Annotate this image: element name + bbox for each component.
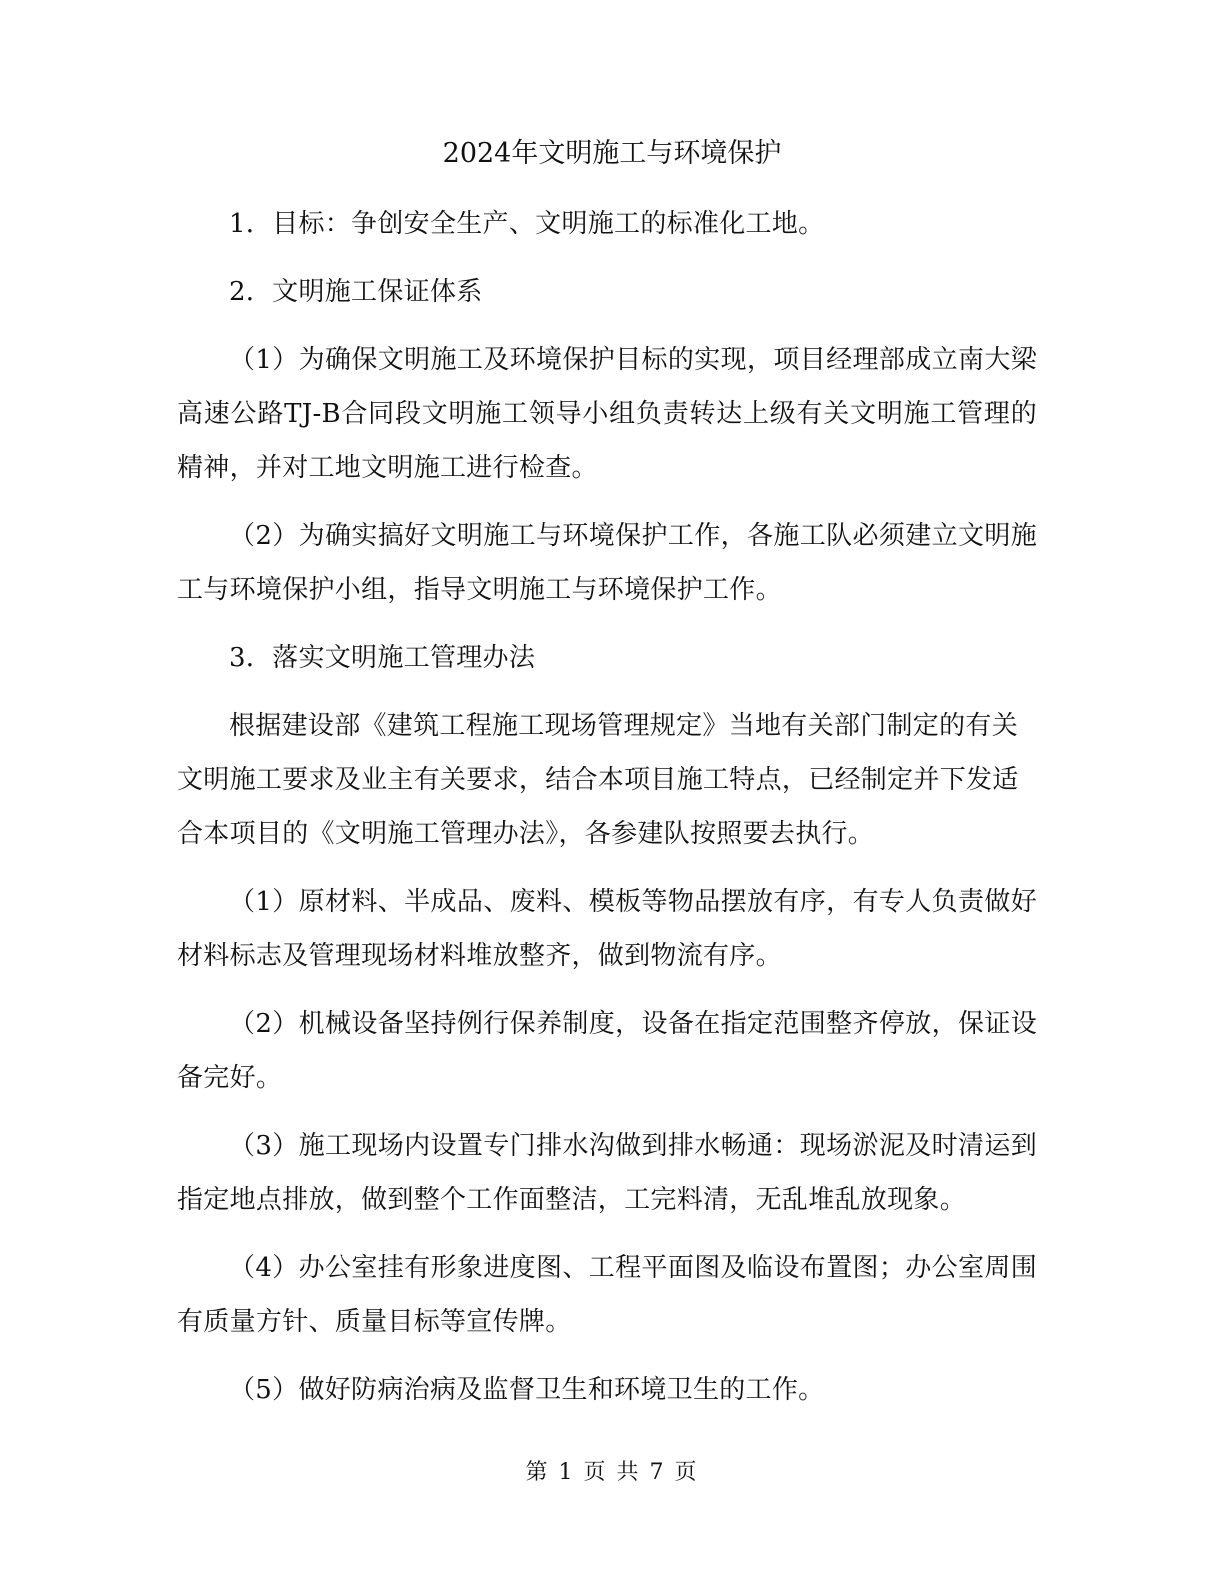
- page-number-footer: 第 1 页 共 7 页: [525, 1460, 699, 1485]
- paragraph-leadership-group: （1）为确保文明施工及环境保护目标的实现，项目经理部成立南大梁高速公路TJ-B合同段文明施工领导小组负责转达上级有关文明施工管理的精神，并对工地文明施工进行检查。: [177, 345, 1037, 483]
- heading-guarantee-system: 2．文明施工保证体系: [229, 277, 483, 307]
- paragraph-equipment: （2）机械设备坚持例行保养制度，设备在指定范围整齐停放，保证设备完好。: [177, 1009, 1037, 1093]
- paragraph-materials: （1）原材料、半成品、废料、模板等物品摆放有序，有专人负责做好材料标志及管理现场材料堆放整齐，做到物流有序。: [177, 887, 1037, 971]
- heading-management-measures: 3．落实文明施工管理办法: [229, 643, 536, 673]
- paragraph-regulations: 根据建设部《建筑工程施工现场管理规定》当地有关部门制定的有关文明施工要求及业主有关要求，结合本项目施工特点，已经制定并下发适合本项目的《文明施工管理办法》，各参建队按照要去执行。: [177, 711, 1019, 849]
- paragraph-goal: 1．目标：争创安全生产、文明施工的标准化工地。: [229, 209, 825, 239]
- paragraph-office-charts: （4）办公室挂有形象进度图、工程平面图及临设布置图；办公室周围有质量方针、质量目标等宣传牌。: [177, 1253, 1037, 1337]
- document-body: [177, 197, 1037, 1431]
- paragraph-hygiene: （5）做好防病治病及监督卫生和环境卫生的工作。: [229, 1375, 825, 1405]
- document-title: 2024年文明施工与环境保护: [442, 138, 782, 169]
- paragraph-drainage: （3）施工现场内设置专门排水沟做到排水畅通：现场淤泥及时清运到指定地点排放，做到整个工作面整洁，工完料清，无乱堆乱放现象。: [177, 1131, 1037, 1215]
- paragraph-team-groups: （2）为确实搞好文明施工与环境保护工作，各施工队必须建立文明施工与环境保护小组，指导文明施工与环境保护工作。: [177, 521, 1037, 605]
